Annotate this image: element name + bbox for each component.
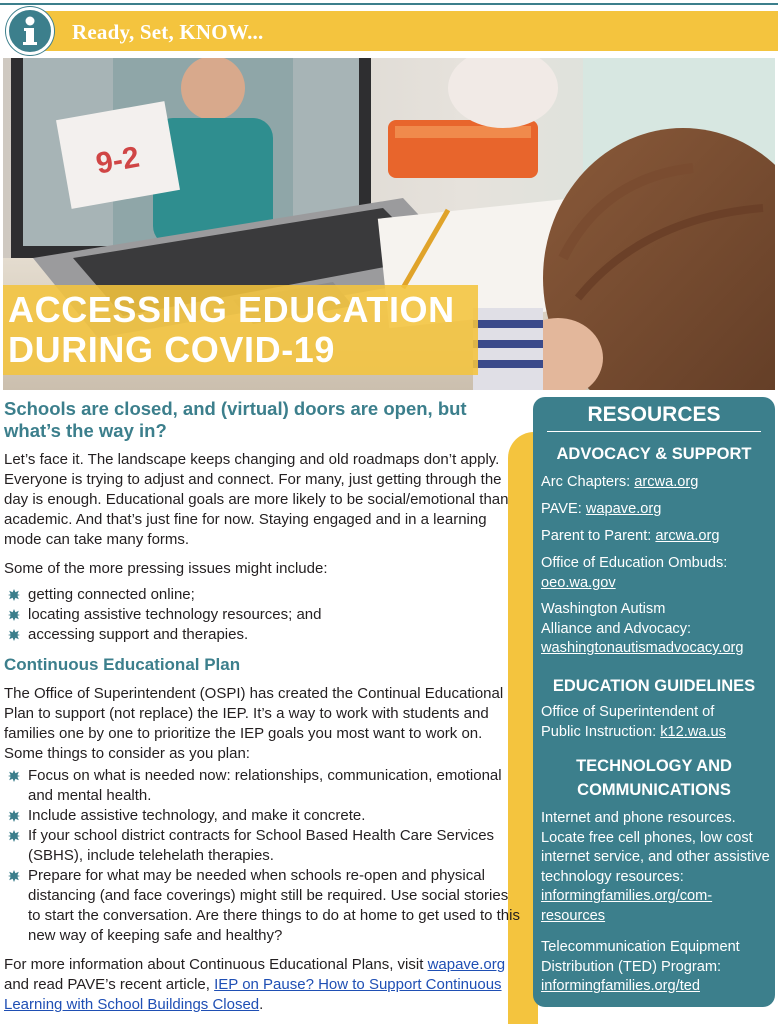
article-link[interactable]: IEP on Pause? How to Support Continuous Learning with School Buildings Closed: [4, 976, 502, 1013]
oeo-link[interactable]: oeo.wa.gov: [541, 574, 616, 591]
list-item: [4, 806, 520, 826]
info-icon: [6, 7, 54, 55]
arc-label: Arc Chapters:: [541, 474, 631, 490]
list-item: [4, 625, 520, 645]
tech-heading: [533, 754, 775, 802]
bullet-icon: [8, 609, 20, 621]
list-item: [4, 826, 520, 866]
intro-heading: Schools are closed, and (virtual) doors are open, but what’s the way in?: [4, 398, 467, 441]
header-title: Ready, Set, KNOW...: [72, 20, 264, 44]
p2p-item: [541, 527, 773, 547]
list-item: [4, 605, 520, 625]
list-item: [4, 766, 520, 806]
resources-panel: [533, 397, 775, 1007]
considerations-list: [4, 766, 520, 946]
wapave-link[interactable]: wapave.org: [427, 956, 506, 973]
more-info-text: For more information about Continuous Educational Plans, visit: [4, 956, 424, 973]
bullet-icon: [8, 810, 20, 822]
tech-heading-1: TECHNOLOGY AND: [576, 757, 732, 775]
main-content: [4, 398, 520, 1015]
autism-label-1: Washington Autism: [541, 601, 666, 617]
pave-label: PAVE:: [541, 501, 582, 517]
ted-label-1: Telecommunication Equipment: [541, 939, 740, 955]
autism-link[interactable]: washingtonautismadvocacy.org: [541, 640, 744, 656]
sign-text: 9-2: [93, 140, 142, 181]
issues-list: [4, 585, 520, 645]
guidelines-heading: EDUCATION GUIDELINES: [552, 677, 756, 695]
ospi-label-1: Office of Superintendent of: [541, 704, 715, 720]
oeo-item: [541, 554, 773, 593]
tech-link-line-1[interactable]: informingfamilies.org/com-: [541, 888, 713, 904]
autism-item: [541, 600, 773, 659]
more-info-end: .: [259, 996, 264, 1013]
bullet-icon: [8, 870, 20, 882]
ospi-item: [541, 703, 773, 742]
bullet-icon: [8, 629, 20, 641]
page-title-line-1: ACCESSING EDUCATION: [8, 289, 455, 330]
bullet-icon: [8, 830, 20, 842]
plan-paragraph: The Office of Superintendent (OSPI) has created the Continual Educational Plan to support (not replace) the IEP. It’s a way to work with students and families one by one to prioritize the IEP goals you most want to work on. Some things to consider as you plan:: [4, 685, 504, 762]
ospi-label-2: Public Instruction:: [541, 723, 657, 740]
top-rule: [0, 3, 778, 5]
list-item: [4, 585, 520, 605]
ospi-link[interactable]: k12.wa.us: [660, 723, 726, 740]
consideration-text: Focus on what is needed now: relationships, communication, emotional and mental health.: [28, 767, 502, 804]
pave-item: [541, 500, 773, 520]
resources-divider: [547, 431, 761, 432]
oeo-label: Office of Education Ombuds:: [541, 555, 728, 571]
ted-label-2: Distribution (TED) Program:: [541, 958, 722, 975]
resources-title: RESOURCES: [587, 403, 721, 426]
page-title-line-2: DURING COVID-19: [8, 329, 336, 370]
autism-label-2: Alliance and Advocacy:: [541, 620, 692, 637]
arc-link[interactable]: arcwa.org: [634, 474, 699, 490]
ted-link[interactable]: informingfamilies.org/ted: [541, 978, 700, 994]
p2p-label: Parent to Parent:: [541, 528, 652, 544]
issues-intro: Some of the more pressing issues might include:: [4, 560, 328, 577]
plan-heading: Continuous Educational Plan: [4, 655, 241, 674]
more-info-text-2: and read PAVE’s recent article,: [4, 976, 210, 993]
consideration-text: Prepare for what may be needed when schools re-open and physical distancing (and face coverings) might still be required. Use social stories to start the conversation. Are there things to do at home to get used to this new way of keeping safe and healthy?: [28, 867, 520, 944]
bullet-icon: [8, 589, 20, 601]
issue-text: getting connected online;: [28, 586, 195, 603]
p2p-link[interactable]: arcwa.org: [655, 528, 720, 544]
tech-text: Internet and phone resources. Locate free cell phones, low cost internet service, and other assistive technology resources:: [541, 810, 770, 885]
tech-heading-2: COMMUNICATIONS: [577, 781, 731, 799]
tech-item: [541, 809, 773, 926]
issue-text: accessing support and therapies.: [28, 626, 249, 643]
bullet-icon: [8, 770, 20, 782]
issue-text: locating assistive technology resources; and: [28, 606, 322, 623]
consideration-text: If your school district contracts for School Based Health Care Services (SBHS), include telehelath therapies.: [28, 827, 495, 864]
advocacy-heading: ADVOCACY & SUPPORT: [556, 445, 752, 463]
tech-link-line-2[interactable]: resources: [541, 907, 606, 924]
list-item: [4, 866, 520, 946]
ted-item: [541, 938, 773, 997]
consideration-text: Include assistive technology, and make it concrete.: [28, 807, 366, 824]
page-title: [8, 290, 478, 370]
more-info-paragraph: [4, 955, 520, 1015]
pave-link[interactable]: wapave.org: [585, 501, 662, 517]
intro-paragraph: Let’s face it. The landscape keeps changing and old roadmaps don’t apply. Everyone is trying to adjust and connect. For many, just getting through the day is enough. Educational goals are more likely to be social/emotional than academic. And that’s just fine for now. Staying engaged and in a learning mode can take many forms.: [4, 451, 509, 548]
arc-item: [541, 473, 773, 493]
